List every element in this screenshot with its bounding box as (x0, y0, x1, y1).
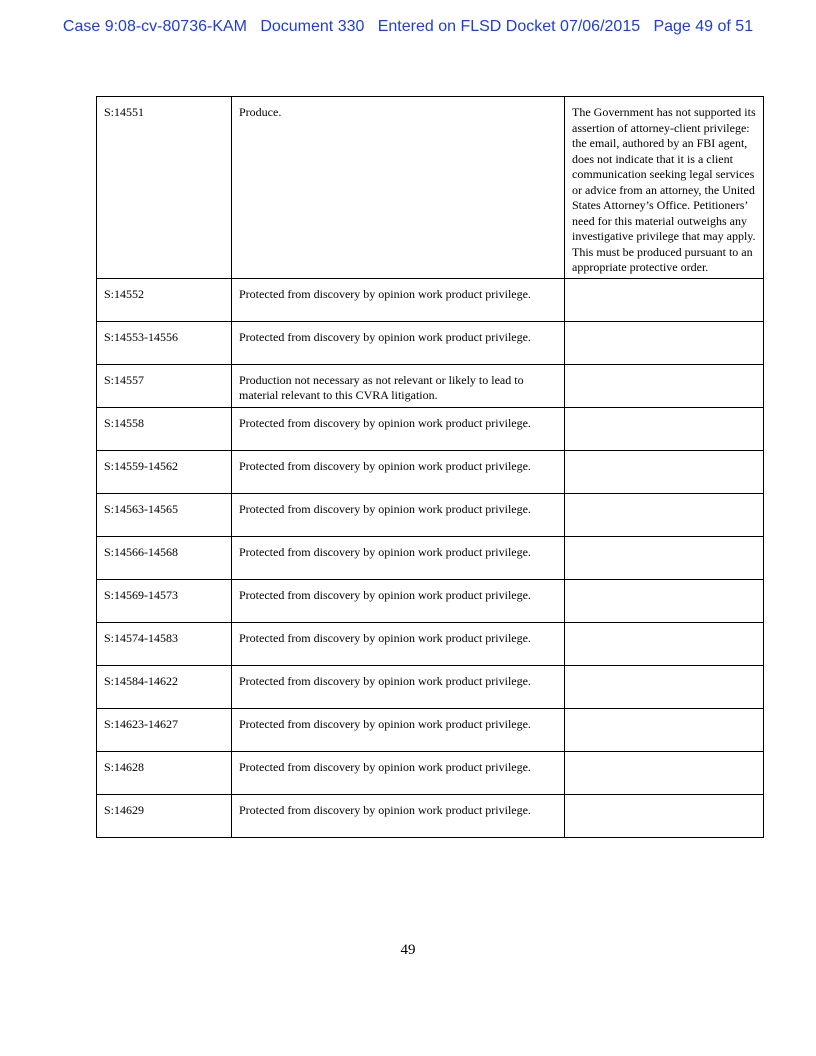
ruling-cell: Produce. (232, 97, 565, 279)
reason-cell (565, 751, 764, 794)
reason-cell (565, 364, 764, 407)
table-row (97, 450, 764, 493)
document-id-cell: S:14559-14562 (97, 450, 232, 493)
ruling-cell: Production not necessary as not relevant or likely to lead to material relevant to this CVRA litigation. (232, 364, 565, 407)
document-id-cell: S:14574-14583 (97, 622, 232, 665)
ruling-cell: Protected from discovery by opinion work product privilege. (232, 794, 565, 837)
document-id-cell: S:14558 (97, 407, 232, 450)
table-row (97, 364, 764, 407)
document-id-cell: S:14566-14568 (97, 536, 232, 579)
ruling-cell: Protected from discovery by opinion work product privilege. (232, 708, 565, 751)
ruling-cell: Protected from discovery by opinion work product privilege. (232, 407, 565, 450)
reason-cell (565, 450, 764, 493)
ruling-cell: Protected from discovery by opinion work product privilege. (232, 321, 565, 364)
ruling-cell: Protected from discovery by opinion work product privilege. (232, 493, 565, 536)
document-id-cell: S:14628 (97, 751, 232, 794)
table-row (97, 751, 764, 794)
page-number: 49 (400, 942, 416, 958)
reason-cell (565, 794, 764, 837)
ruling-cell: Protected from discovery by opinion work product privilege. (232, 622, 565, 665)
table-row (97, 97, 764, 279)
table-row (97, 321, 764, 364)
reason-cell (565, 407, 764, 450)
table-row (97, 622, 764, 665)
reason-cell (565, 622, 764, 665)
ruling-cell: Protected from discovery by opinion work product privilege. (232, 751, 565, 794)
reason-cell (565, 536, 764, 579)
document-id-cell: S:14551 (97, 97, 232, 279)
document-id-cell: S:14557 (97, 364, 232, 407)
table-row (97, 794, 764, 837)
document-id-cell: S:14584-14622 (97, 665, 232, 708)
docket-header-stamp: Case 9:08-cv-80736-KAM Document 330 Entered on FLSD Docket 07/06/2015 Page 49 of 51 (62, 18, 754, 35)
ruling-cell: Protected from discovery by opinion work product privilege. (232, 450, 565, 493)
ruling-cell: Protected from discovery by opinion work product privilege. (232, 579, 565, 622)
table-row (97, 536, 764, 579)
table-row (97, 708, 764, 751)
ruling-cell: Protected from discovery by opinion work product privilege. (232, 665, 565, 708)
table-row (97, 278, 764, 321)
document-id-cell: S:14553-14556 (97, 321, 232, 364)
table-row (97, 665, 764, 708)
reason-cell (565, 321, 764, 364)
privilege-log-table (96, 96, 764, 838)
table-row (97, 579, 764, 622)
ruling-cell: Protected from discovery by opinion work product privilege. (232, 278, 565, 321)
table-row (97, 493, 764, 536)
reason-cell (565, 579, 764, 622)
document-id-cell: S:14563-14565 (97, 493, 232, 536)
document-id-cell: S:14623-14627 (97, 708, 232, 751)
reason-cell (565, 665, 764, 708)
reason-cell: The Government has not supported its assertion of attorney-client privilege: the email, authored by an FBI agent, does not indicate that it is a client communication seeking legal services or advice from an attorney, the United States Attorney’s Office. Petitioners’ need for this material outweighs any investigative privilege that may apply. This must be produced pursuant to an appropriate protective order. (565, 97, 764, 279)
reason-cell (565, 708, 764, 751)
ruling-cell: Protected from discovery by opinion work product privilege. (232, 536, 565, 579)
table-row (97, 407, 764, 450)
document-id-cell: S:14629 (97, 794, 232, 837)
reason-cell (565, 493, 764, 536)
reason-cell (565, 278, 764, 321)
document-id-cell: S:14569-14573 (97, 579, 232, 622)
document-id-cell: S:14552 (97, 278, 232, 321)
